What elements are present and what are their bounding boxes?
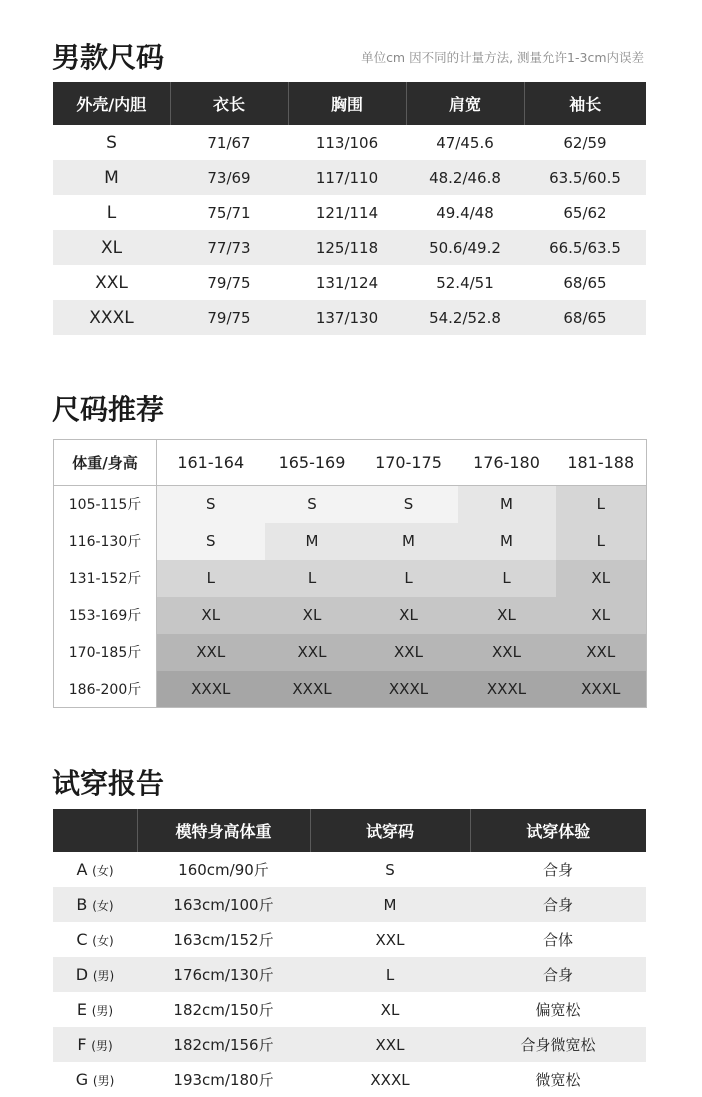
table-cell: 160cm/90斤 [178,861,269,879]
table-cell: L [310,957,470,992]
table-row [53,300,646,335]
model-sex: (男) [91,1039,113,1053]
table-row [53,992,646,1027]
recommend-cell: XXL [458,634,556,671]
table-row [53,125,646,160]
model-id: A (女) [76,860,114,879]
table-row [53,265,646,300]
table-cell: 79/75 [207,273,251,292]
table-cell: 合体 [542,931,573,949]
table-cell: 77/73 [170,230,288,265]
corner-label: 体重/身高 [54,440,157,486]
recommend-cell: XXL [265,634,360,671]
recommend-cell: XXL [157,634,265,671]
trial-title: 试穿报告 [52,767,165,800]
recommend-cell: L [556,523,647,560]
recommend-cell: M [458,523,556,560]
recommend-cell: XXL [556,634,647,671]
table-cell: 182cm/156斤 [137,1027,310,1062]
table-cell: 68/65 [524,300,646,335]
recommend-cell: XL [556,597,647,634]
recommend-title: 尺码推荐 [52,393,165,426]
weight-label: 116-130斤 [54,523,157,560]
trial-table [53,809,646,1097]
header-model-body: 模特身高体重 [137,809,310,852]
model-sex: (女) [92,899,114,913]
recommend-cell: S [360,486,458,523]
model-id: G (男) [75,1070,115,1089]
table-cell: 117/110 [288,160,406,195]
recommend-cell: L [157,560,265,597]
table-row [54,560,647,597]
table-cell: 62/59 [563,133,607,152]
table-cell: 合身 [470,957,646,992]
recommend-cell: XXXL [556,671,647,708]
header-model-id [53,809,137,852]
table-cell: 176cm/130斤 [137,957,310,992]
size-table [53,82,646,335]
table-cell: 微宽松 [535,1071,581,1089]
height-header: 165-169 [265,440,360,486]
table-cell: S [385,860,395,879]
table-cell: 65/62 [563,203,607,222]
table-row [53,852,646,887]
weight-label: 131-152斤 [54,560,157,597]
model-id: E (男) [76,1000,114,1019]
size-cell: M [53,160,170,195]
table-row [53,957,646,992]
mens-size-title: 男款尺码 [52,41,165,74]
recommend-cell: XL [360,597,458,634]
table-cell: XXL [310,1027,470,1062]
table-cell: XXXL [370,1070,410,1089]
header-length: 衣长 [170,82,288,125]
table-cell: 50.6/49.2 [406,230,524,265]
recommend-cell: XXL [360,634,458,671]
model-id: C (女) [76,930,114,949]
table-row [54,597,647,634]
table-row [54,634,647,671]
table-cell: 73/69 [170,160,288,195]
model-id: D (男) [53,957,137,992]
recommend-cell: XXXL [458,671,556,708]
table-cell: 66.5/63.5 [524,230,646,265]
recommend-cell: S [157,523,265,560]
table-cell: 71/67 [207,133,251,152]
header-trial-fit: 试穿体验 [470,809,646,852]
recommend-cell: XL [265,597,360,634]
height-header: 176-180 [458,440,556,486]
table-cell: 113/106 [315,133,379,152]
height-header: 161-164 [157,440,265,486]
recommend-cell: L [360,560,458,597]
weight-label: 186-200斤 [54,671,157,708]
size-cell: XXXL [53,300,170,335]
weight-label: 170-185斤 [54,634,157,671]
table-cell: 49.4/48 [436,203,494,222]
table-row [54,671,647,708]
table-row [53,922,646,957]
recommend-cell: XXXL [265,671,360,708]
recommend-table [53,439,647,708]
model-sex: (男) [91,1004,114,1018]
table-row [53,1062,646,1097]
table-cell: 合身 [470,887,646,922]
recommend-cell: XXXL [360,671,458,708]
trial-table-header [53,809,646,852]
weight-label: 105-115斤 [54,486,157,523]
height-header: 170-175 [360,440,458,486]
table-cell: XL [380,1000,400,1019]
height-header: 181-188 [556,440,647,486]
recommend-cell: XL [556,560,647,597]
recommend-cell: XXXL [157,671,265,708]
size-table-header [53,82,646,125]
model-sex: (女) [92,864,114,878]
table-cell: 163cm/152斤 [173,931,274,949]
recommend-cell: L [556,486,647,523]
table-cell: 63.5/60.5 [524,160,646,195]
table-row [53,887,646,922]
header-chest: 胸围 [288,82,406,125]
table-row [53,195,646,230]
model-sex: (女) [92,934,114,948]
table-cell: XXL [375,930,405,949]
header-sleeve: 袖长 [524,82,646,125]
table-cell: 182cm/150斤 [173,1001,274,1019]
model-id: F (男) [53,1027,137,1062]
table-cell: 合身微宽松 [470,1027,646,1062]
table-cell: 52.4/51 [436,273,494,292]
table-cell: 48.2/46.8 [406,160,524,195]
table-cell: 47/45.6 [436,133,494,152]
table-cell: 121/114 [315,203,379,222]
model-id: B (女) [53,887,137,922]
table-cell: 合身 [542,861,573,879]
model-sex: (男) [92,969,115,983]
recommend-cell: M [458,486,556,523]
recommend-cell: L [265,560,360,597]
table-cell: 137/130 [288,300,406,335]
recommend-cell: L [458,560,556,597]
header-shell-liner: 外壳/内胆 [53,82,170,125]
table-cell: 163cm/100斤 [137,887,310,922]
table-cell: 偏宽松 [535,1001,581,1019]
recommend-cell: M [265,523,360,560]
recommend-cell: XL [458,597,556,634]
table-cell: 54.2/52.8 [406,300,524,335]
recommend-cell: XL [157,597,265,634]
size-cell: XXL [95,272,128,293]
model-sex: (男) [92,1074,115,1088]
unit-note: 单位cm 因不同的计量方法, 测量允许1-3cm内误差 [361,50,644,65]
table-cell: 79/75 [170,300,288,335]
table-cell: 193cm/180斤 [173,1071,274,1089]
table-row [54,486,647,523]
table-row [53,1027,646,1062]
table-cell: 75/71 [207,203,251,222]
size-cell: L [106,202,117,223]
header-shoulder: 肩宽 [406,82,524,125]
recommend-header [54,440,647,486]
weight-label: 153-169斤 [54,597,157,634]
size-cell: XL [53,230,170,265]
size-cell: S [106,132,117,153]
header-trial-size: 试穿码 [310,809,470,852]
table-row [54,523,647,560]
table-cell: 125/118 [288,230,406,265]
recommend-cell: S [157,486,265,523]
table-row [53,230,646,265]
recommend-cell: S [265,486,360,523]
table-cell: 131/124 [315,273,379,292]
recommend-cell: M [360,523,458,560]
table-cell: 68/65 [563,273,607,292]
table-row [53,160,646,195]
table-cell: M [310,887,470,922]
